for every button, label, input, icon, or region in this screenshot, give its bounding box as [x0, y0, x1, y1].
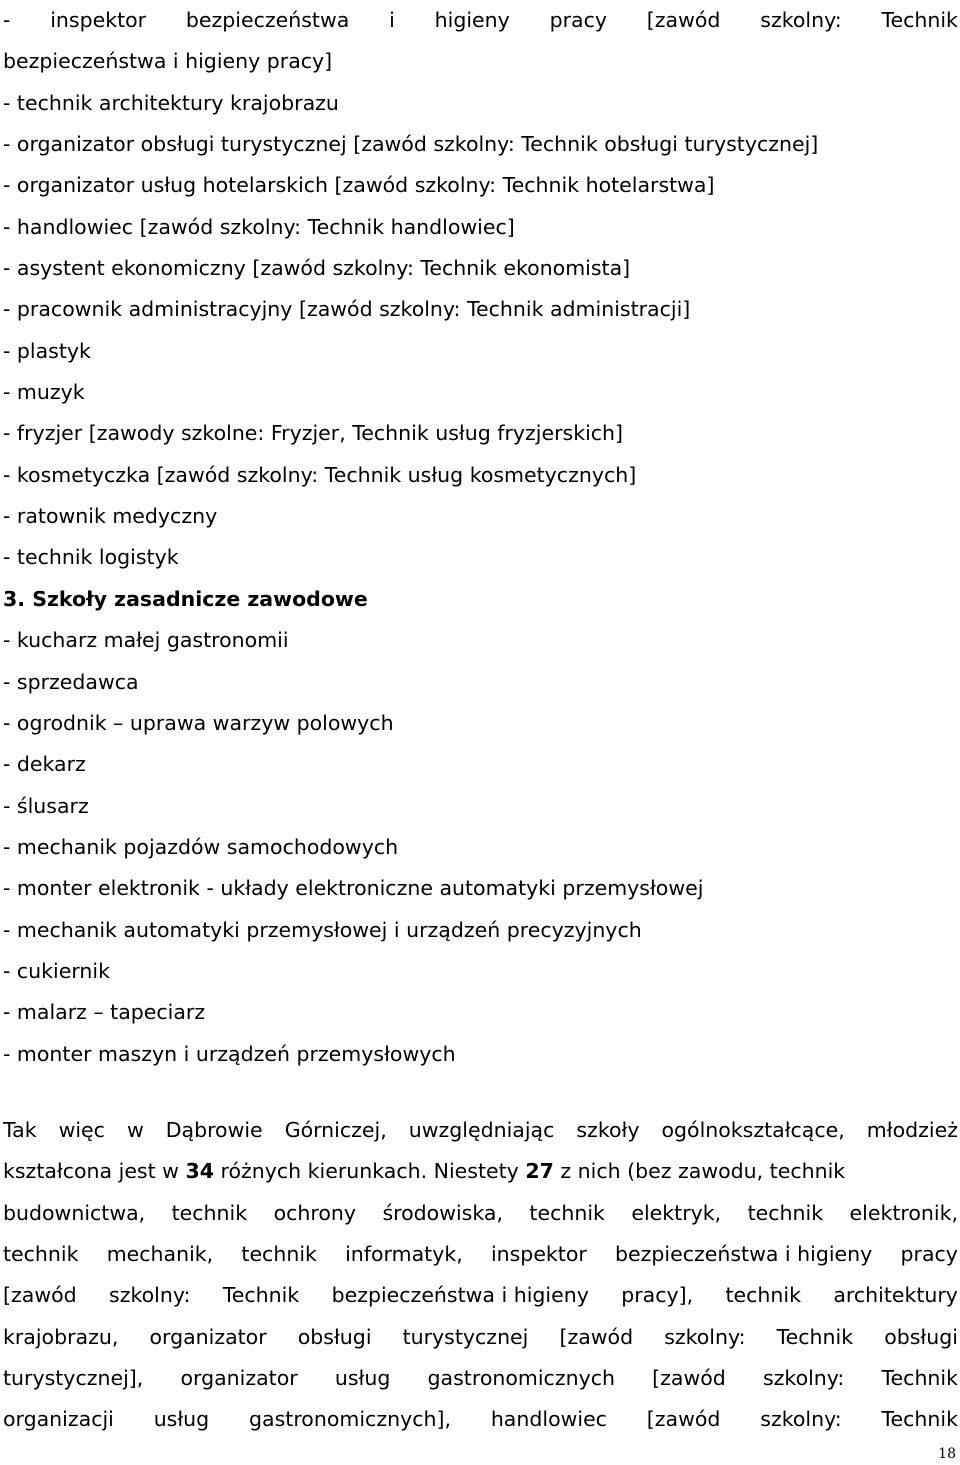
paragraph-line	[3, 1358, 958, 1399]
word: [zawód	[646, 1407, 721, 1432]
word: informatyk,	[345, 1242, 463, 1267]
word: technik	[171, 1200, 248, 1225]
list-item: - fryzjer [zawody szkolne: Fryzjer, Technik usług fryzjerskich]	[3, 421, 624, 446]
list-item: - plastyk	[3, 338, 91, 363]
word: Technik	[776, 1324, 854, 1349]
word: i	[389, 8, 395, 32]
word: uwzględniając	[408, 1118, 555, 1142]
list-item-line: bezpieczeństwa i higieny pracy]	[3, 49, 333, 74]
word: gastronomicznych	[427, 1366, 615, 1391]
paragraph-line	[3, 1193, 958, 1234]
word: organizator	[149, 1324, 267, 1349]
word: szkolny:	[762, 1366, 845, 1391]
list-item: - muzyk	[3, 380, 85, 405]
word: szkolny:	[109, 1283, 191, 1308]
word: Technik	[881, 8, 958, 32]
word: młodzież	[866, 1118, 958, 1142]
list-item: - mechanik automatyki przemysłowej i urządzeń precyzyjnych	[3, 917, 642, 942]
list-item: - kucharz małej gastronomii	[3, 628, 289, 653]
list-item: - organizator obsługi turystycznej [zawód szkolny: Technik obsługi turystycznej]	[3, 132, 819, 157]
list-item: - handlowiec [zawód szkolny: Technik handlowiec]	[3, 214, 515, 239]
list-item: - asystent ekonomiczny [zawód szkolny: Technik ekonomista]	[3, 256, 631, 281]
paragraph-line	[3, 1399, 958, 1440]
count-27: 27	[525, 1159, 554, 1184]
list-item: - monter maszyn i urządzeń przemysłowych	[3, 1041, 456, 1066]
list-item-line	[3, 0, 958, 41]
paragraph-line	[3, 1151, 958, 1192]
word: technik	[3, 1242, 79, 1267]
paragraph-line	[3, 1110, 958, 1151]
word: gastronomicznych],	[249, 1407, 451, 1432]
word: usług	[334, 1366, 391, 1391]
count-34: 34	[185, 1159, 214, 1184]
word: Dąbrowie	[165, 1118, 263, 1142]
word: technik	[529, 1200, 605, 1225]
word: szkolny:	[760, 1407, 842, 1432]
word: szkoły	[576, 1118, 640, 1142]
word: obsługi	[297, 1324, 372, 1349]
word: środowiska,	[382, 1200, 503, 1225]
word: [zawód	[646, 8, 721, 32]
word: bezpieczeństwa i higieny	[615, 1242, 873, 1267]
paragraph-line	[3, 1317, 958, 1358]
word: [zawód	[652, 1366, 726, 1391]
list-item: - sprzedawca	[3, 669, 139, 694]
page-number: 18	[938, 1446, 956, 1462]
word: pracy],	[621, 1283, 694, 1308]
word: obsługi	[884, 1324, 958, 1349]
word: -	[3, 8, 11, 32]
word: bezpieczeństwa	[185, 8, 350, 32]
word: ogólnokształcące,	[661, 1118, 845, 1142]
list-item: - mechanik pojazdów samochodowych	[3, 834, 399, 859]
word: [zawód	[559, 1324, 634, 1349]
word: ochrony	[273, 1200, 357, 1225]
word: pracy	[549, 8, 607, 32]
list-item: - organizator usług hotelarskich [zawód szkolny: Technik hotelarstwa]	[3, 173, 715, 198]
word: organizacji	[3, 1407, 114, 1432]
word: usług	[153, 1407, 210, 1432]
paragraph-text: kształcona jest w 34 różnych kierunkach. Niestety 27 z nich (bez zawodu, technik	[3, 1159, 846, 1184]
word: organizator	[180, 1366, 298, 1391]
list-item: - ogrodnik – uprawa warzyw polowych	[3, 710, 394, 735]
word: szkolny:	[760, 8, 842, 32]
word: higieny	[434, 8, 510, 32]
word: krajobrazu,	[3, 1324, 119, 1349]
word: szkolny:	[664, 1324, 746, 1349]
word: handlowiec	[490, 1407, 607, 1432]
list-item: - kosmetyczka [zawód szkolny: Technik usług kosmetycznych]	[3, 462, 637, 487]
list-item: - ślusarz	[3, 793, 89, 818]
word: Technik	[881, 1366, 958, 1391]
word: elektronik,	[849, 1200, 958, 1225]
word: elektryk,	[631, 1200, 722, 1225]
list-item: - technik logistyk	[3, 545, 179, 570]
paragraph-line	[3, 1234, 958, 1275]
word: technik	[747, 1200, 824, 1225]
word: architektury	[833, 1283, 958, 1308]
word: inspektor	[50, 8, 147, 32]
list-item: - malarz – tapeciarz	[3, 1000, 206, 1025]
technical-schools-list	[3, 0, 958, 1075]
list-item: - pracownik administracyjny [zawód szkolny: Technik administracji]	[3, 297, 691, 322]
word: bezpieczeństwa i higieny	[331, 1283, 589, 1308]
list-item: - monter elektronik - układy elektroniczne automatyki przemysłowej	[3, 876, 704, 901]
word: technik	[725, 1283, 801, 1308]
list-item: - dekarz	[3, 752, 86, 777]
word: technik	[241, 1242, 317, 1267]
word: Tak	[3, 1118, 37, 1142]
list-item: - technik architektury krajobrazu	[3, 90, 339, 115]
word: w	[126, 1118, 144, 1142]
word: [zawód	[3, 1283, 77, 1308]
section-heading: 3. Szkoły zasadnicze zawodowe	[3, 586, 368, 611]
list-item: - ratownik medyczny	[3, 504, 218, 529]
word: turystycznej	[402, 1324, 529, 1349]
summary-paragraph	[3, 1110, 958, 1441]
word: Technik	[222, 1283, 300, 1308]
word: Górniczej,	[284, 1118, 387, 1142]
word: mechanik,	[106, 1242, 214, 1267]
list-item: - cukiernik	[3, 958, 110, 983]
word: turystycznej],	[3, 1366, 144, 1391]
word: pracy	[900, 1242, 958, 1267]
paragraph-line	[3, 1275, 958, 1316]
word: budownictwa,	[3, 1200, 146, 1225]
word: więc	[58, 1118, 105, 1142]
word: Technik	[881, 1407, 958, 1432]
word: inspektor	[490, 1242, 587, 1267]
